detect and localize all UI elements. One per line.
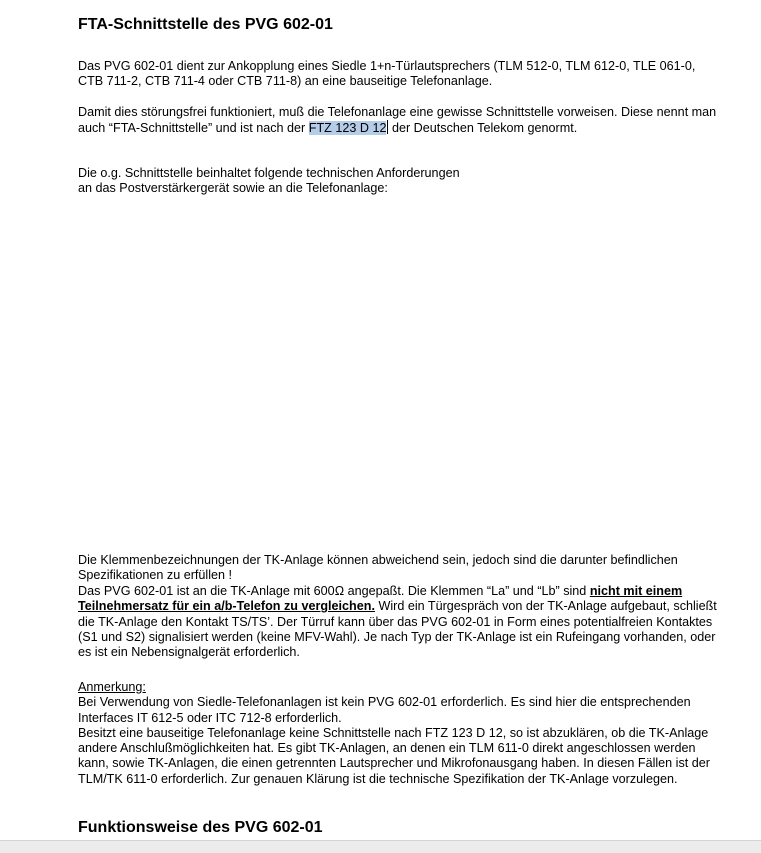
connection-text-a: Das PVG 602-01 ist an die TK-Anlage mit 600 [78, 584, 335, 598]
requirements-line-2: an das Postverstärkergerät sowie an die Telefonanlage: [78, 181, 388, 196]
note-text-1: Bei Verwendung von Siedle-Telefonanlagen ist kein PVG 602-01 erforderlich. Es sind hier die entsprechenden Interfaces IT 612-5 oder ITC 712-8 erforderlich. [78, 695, 691, 725]
selected-text[interactable]: FTZ 123 D 12 [308, 121, 387, 136]
paragraph-interface-text-a: Damit dies störungsfrei funktioniert, muß die Telefonanlage eine gewisse Schnittstelle vorweisen. Diese nennt man auch “FTA-Schnittstelle” und ist nach der [78, 105, 717, 136]
paragraph-note [78, 680, 718, 787]
section-title-fta: FTA-Schnittstelle des PVG 602-01 [78, 16, 333, 33]
paragraph-intro: Das PVG 602-01 dient zur Ankopplung eines Siedle 1+n-Türlautsprechers (TLM 512-0, TLM 612-0, TLE 061-0, CTB 711-2, CTB 711-4 oder CTB 711-8) an eine bauseitige Telefonanlage. [78, 59, 696, 89]
section-title-function: Funktionsweise des PVG 602-01 [78, 819, 323, 836]
note-text-2: Besitzt eine bauseitige Telefonanlage keine Schnittstelle nach FTZ 123 D 12, so ist abzuklären, ob die TK-Anlage andere Anschlußmöglichkeiten hat. Es gibt TK-Anlagen, an denen ein TLM 611-0 direkt angeschlossen werden kann, sowie TK-Anlagen, die einen getrennten Lautsprecher und Mikrofonausgang haben. In diesen Fällen ist der TLM/TK 611-0 erforderlich. Zur genauen Klärung ist die technische Spezifikation der TK-Anlage vorzulegen. [78, 725, 710, 786]
connection-text-b: angepaßt. Die Klemmen “La” und “Lb” sind [344, 584, 590, 598]
connection-text-c: Wird ein Türgespräch von der TK-Anlage aufgebaut, schließt die TK-Anlage den Kontakt TS/TS’. Der Türruf kann über das PVG 602-01 in Form eines potentialfreien Kontaktes (S1 und S2) signalisiert werden (keine MFV-Wahl). Je nach Typ der TK-Anlage ist ein Rufeingang vorhanden, oder es ist ein Nebensignalgerät erforderlich. [78, 599, 717, 660]
figure-area [78, 205, 678, 550]
paragraph-interface-text-b: der Deutschen Telekom genormt. [388, 121, 578, 136]
paragraph-requirements [78, 166, 718, 197]
ohm-symbol: Ω [334, 584, 345, 598]
page-bottom-edge [0, 840, 761, 853]
paragraph-terminals: Die Klemmenbezeichnungen der TK-Anlage können abweichend sein, jedoch sind die darunter befindlichen Spezifikationen zu erfüllen ! [78, 553, 678, 583]
requirements-line-1: Die o.g. Schnittstelle beinhaltet folgende technischen Anforderungen [78, 166, 460, 180]
note-label: Anmerkung: [78, 680, 146, 694]
paragraph-interface [78, 105, 718, 137]
paragraph-connection [78, 584, 718, 660]
connection-emphasis: nicht mit einem Teilnehmersatz für ein a/b-Telefon zu vergleichen. [78, 584, 683, 614]
